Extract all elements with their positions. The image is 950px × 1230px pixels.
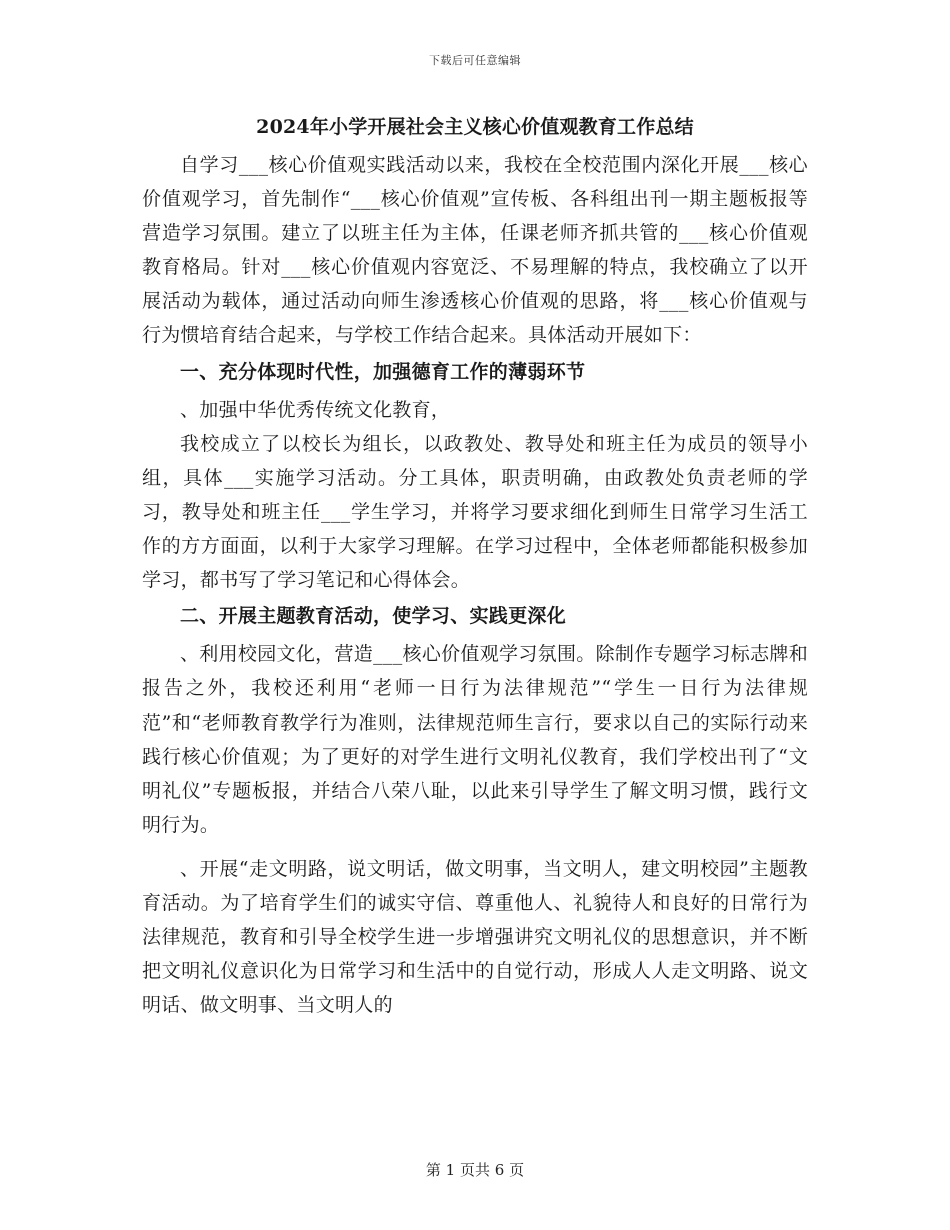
paragraph-leadership: 我校成立了以校长为组长，以政教处、教导处和班主任为成员的领导小组，具体___实施学习活动。分工具体，职责明确，由政教处负责老师的学习，教导处和班主任___学生学习，并将学习要求细化到师生日常学习生活工作的方方面面，以利于大家学习理解。在学习过程中，全体老师都能积极参加学习，都书写了学习笔记和心得体会。 xyxy=(142,432,808,592)
page-number: 第 1 页共 6 页 xyxy=(425,1161,525,1179)
paragraph-civility-campaign: 、开展“走文明路，说文明话，做文明事，当文明人，建文明校园”主题教育活动。为了培育学生们的诚实守信、尊重他人、礼貌待人和良好的日常行为法律规范，教育和引导全校学生进一步增强讲究文明礼仪的思想意识，并不断把文明礼仪意识化为日常学习和生活中的自觉行动，形成人人走文明路、说文明话、做文明事、当文明人的 xyxy=(142,857,808,1017)
document-title: 2024年小学开展社会主义核心价值观教育工作总结 xyxy=(256,116,694,138)
paragraph-intro: 自学习___核心价值观实践活动以来，我校在全校范围内深化开展___核心价值观学习，首先制作“___核心价值观”宣传板、各科组出刊一期主题板报等营造学习氛围。建立了以班主任为主体，任课老师齐抓共管的___核心价值观教育格局。针对___核心价值观内容宽泛、不易理解的特点，我校确立了以开展活动为载体，通过活动向师生渗透核心价值观的思路，将___核心价值观与行为惯培育结合起来，与学校工作结合起来。具体活动开展如下： xyxy=(142,154,808,347)
document-body xyxy=(142,112,808,1022)
section-heading-1: 一、充分体现时代性，加强德育工作的薄弱环节 xyxy=(180,360,586,383)
paragraph-campus-culture: 、利用校园文化，营造___核心价值观学习氛围。除制作专题学习标志牌和报告之外，我校还利用“老师一日行为法律规范”“学生一日行为法律规范”和“老师教育教学行为准则，法律规范师生言行，要求以自己的实际行动来践行核心价值观；为了更好的对学生进行文明礼仪教育，我们学校出刊了“文明礼仪”专题板报，并结合八荣八耻，以此来引导学生了解文明习惯，践行文明行为。 xyxy=(142,643,808,836)
page-header-note: 下载后可任意编辑 xyxy=(429,54,521,67)
subsection-item-1: 、加强中华优秀传统文化教育， xyxy=(180,398,451,421)
section-heading-2: 二、开展主题教育活动，使学习、实践更深化 xyxy=(180,605,567,628)
